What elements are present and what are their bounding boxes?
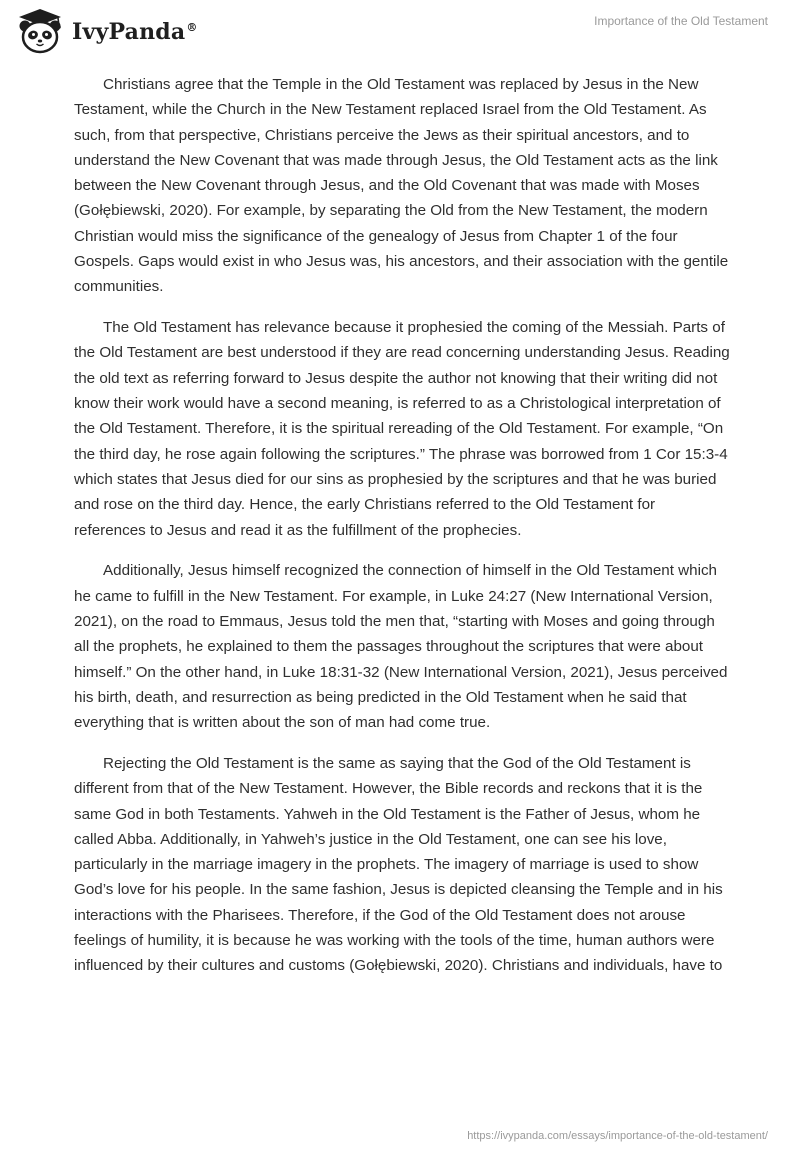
registered-mark: ® (186, 20, 198, 34)
page-header (0, 0, 800, 70)
brand-name: IvyPanda® (72, 19, 198, 45)
paragraph: The Old Testament has relevance because it prophesied the coming of the Messiah. Parts of the Old Testament are best understood if they are read concerning understanding Jesus. Reading the old text as referring forward to Jesus despite the author not knowing that their writing did not know their work would have a second meaning, is referred to as a Christological interpretation of the Old Testament. Therefore, it is the spiritual rereading of the Old Testament. For example, “On the third day, he rose again following the scriptures.” The phrase was borrowed from 1 Cor 15:3-4 which states that Jesus died for our sins as prophesied by the scriptures and that he was buried and rose on the third day. Hence, the early Christians referred to the Old Testament for references to Jesus and read it as the fulfillment of the prophecies. (74, 319, 730, 539)
document-title: Importance of the Old Testament (594, 14, 768, 28)
paragraph: Christians agree that the Temple in the Old Testament was replaced by Jesus in the New Testament, while the Church in the New Testament replaced Israel from the Old Testament. As such, from that perspective, Christians perceive the Jews as their spiritual ancestors, and to understand the New Covenant that was made through Jesus, the Old Testament acts as the link between the New Covenant through Jesus, and the Old Covenant that was made with Moses (Gołębiewski, 2020). For example, by separating the Old from the New Testament, the modern Christian would miss the significance of the genealogy of Jesus from Chapter 1 of the four Gospels. Gaps would exist in who Jesus was, his ancestors, and their association with the gentile communities. (74, 76, 729, 296)
source-url[interactable]: https://ivypanda.com/essays/importance-of-the-old-testament/ (467, 1130, 768, 1142)
paragraph: Additionally, Jesus himself recognized the connection of himself in the Old Testament which he came to fulfill in the New Testament. For example, in Luke 24:27 (New International Version, 2021), on the road to Emmaus, Jesus told the men that, “starting with Moses and going through all the prophets, he explained to them the passages throughout the scriptures that were about himself.” On the other hand, in Luke 18:31-32 (New International Version, 2021), Jesus perceived his birth, death, and resurrection as being predicted in the Old Testament when he said that everything that is written about the son of man had come true. (74, 562, 728, 732)
panda-graduation-cap-icon (14, 6, 66, 58)
paragraph: Rejecting the Old Testament is the same as saying that the God of the Old Testament is different from that of the New Testament. However, the Bible records and reckons that it is the same God in both Testaments. Yahweh in the Old Testament is the Father of Jesus, whom he called Abba. Additionally, in Yahweh’s justice in the Old Testament, one can see his love, particularly in the marriage imagery in the prophets. The imagery of marriage is used to show God’s love for his people. In the same fashion, Jesus is depicted cleansing the Temple and in his interactions with the Pharisees. Therefore, if the God of the Old Testament does not arouse feelings of humility, it is because he was working with the tools of the time, human authors were influenced by their cultures and customs (Gołębiewski, 2020). Christians and individuals, have to (74, 754, 723, 975)
essay-body (74, 72, 730, 994)
brand-logo[interactable] (14, 6, 198, 58)
